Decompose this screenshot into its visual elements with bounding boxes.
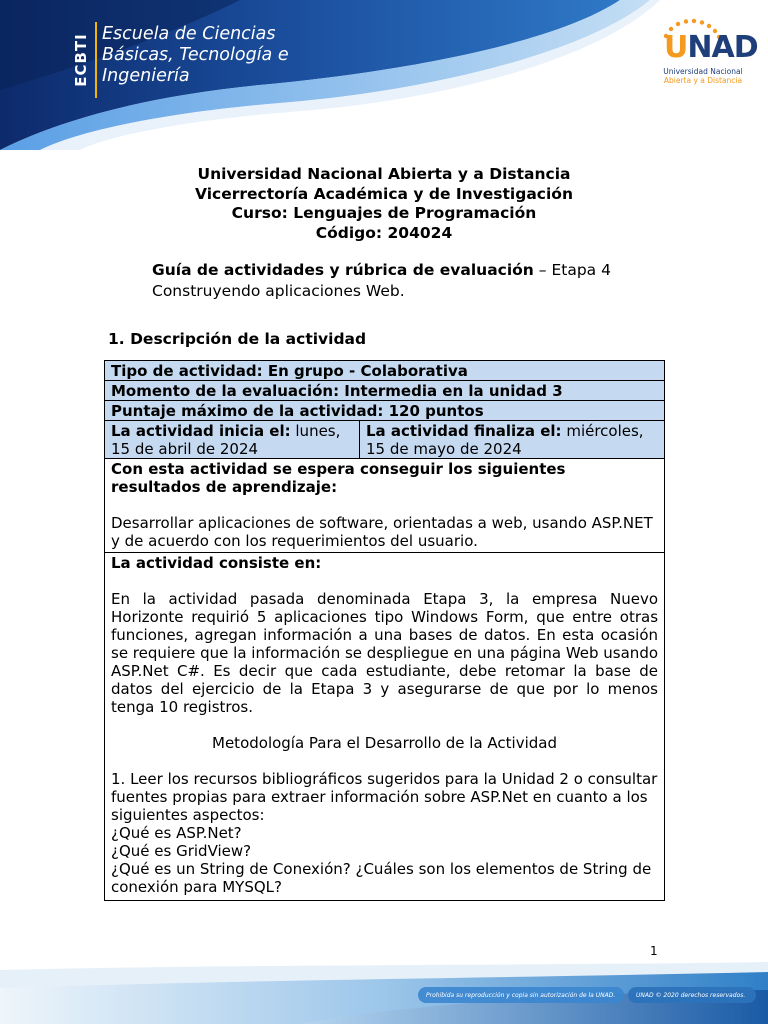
ecbti-vertical-label: ECBTI (72, 33, 91, 87)
question-item: ¿Qué es un String de Conexión? ¿Cuáles son los elementos de String de conexión para MYSQL? (111, 860, 652, 896)
title-line: Universidad Nacional Abierta y a Distancia (197, 165, 571, 183)
activity-description: En la actividad pasada denominada Etapa 3, la empresa Nuevo Horizonte requirió 5 aplicaciones tipo Windows Form, que entre otras funciones, agregan información a una bases de datos. En esta ocasión se requiere que la información se despliegue en una página Web usando ASP.Net C#. Es decir que cada estudiante, debe retomar la base de datos del ejercicio de la Etapa 3 y asegurarse de que por lo menos tenga 10 registros. (111, 590, 659, 716)
header-banner (0, 0, 768, 150)
title-line: Código: 204024 (315, 223, 453, 242)
activity-table (104, 360, 665, 901)
footer-copyright-notice: Prohibida su reproducción y copia sin autorización de la UNAD. (426, 992, 616, 999)
question-item: ¿Qué es GridView? (111, 842, 252, 860)
title-line: Curso: Lenguajes de Programación (231, 204, 537, 222)
table-row (105, 459, 665, 553)
table-row (105, 421, 665, 459)
end-date-cell: La actividad finaliza el: miércoles, 15 de mayo de 2024 (360, 421, 665, 459)
learning-outcomes-text: Desarrollar aplicaciones de software, orientadas a web, usando ASP.NET y de acuerdo con los requerimientos del usuario. (111, 514, 653, 550)
question-item: ¿Qué es ASP.Net? (111, 824, 242, 842)
section-heading: 1. Descripción de la actividad (108, 330, 367, 348)
table-row (105, 401, 665, 421)
document-titles (0, 165, 768, 243)
methodology-title: Metodología Para el Desarrollo de la Actividad (212, 734, 557, 752)
learning-outcomes-title: Con esta actividad se espera conseguir los siguientes resultados de aprendizaje: (111, 460, 566, 496)
school-line: Básicas, Tecnología e (102, 45, 289, 65)
max-score: Puntaje máximo de la actividad: 120 puntos (111, 402, 484, 420)
table-row (105, 361, 665, 381)
table-row (105, 553, 665, 901)
school-line: Escuela de Ciencias (102, 24, 276, 44)
school-line: Ingeniería (102, 66, 190, 86)
methodology-step: 1. Leer los recursos bibliográficos sugeridos para la Unidad 2 o consultar fuentes propias para extraer información sobre ASP.Net en cuanto a los siguientes aspectos: (111, 770, 658, 824)
page-number: 1 (650, 944, 658, 958)
table-row (105, 381, 665, 401)
activity-consists-title: La actividad consiste en: (111, 554, 322, 572)
brand-divider (95, 22, 97, 98)
guide-title: Guía de actividades y rúbrica de evaluación – Etapa 4 Construyendo aplicaciones Web. (152, 261, 611, 300)
school-name (102, 24, 289, 87)
footer-rights: UNAD © 2020 derechos reservados. (636, 992, 746, 999)
activity-type: Tipo de actividad: En grupo - Colaborativa (111, 362, 468, 380)
evaluation-moment: Momento de la evaluación: Intermedia en la unidad 3 (111, 382, 563, 400)
start-date-cell: La actividad inicia el: lunes, 15 de abril de 2024 (105, 421, 360, 459)
unad-logo-subtitle: Universidad Nacional Abierta y a Distancia (663, 67, 743, 85)
title-line: Vicerrectoría Académica y de Investigación (195, 184, 573, 203)
unad-logo-word: UNAD (664, 30, 758, 65)
